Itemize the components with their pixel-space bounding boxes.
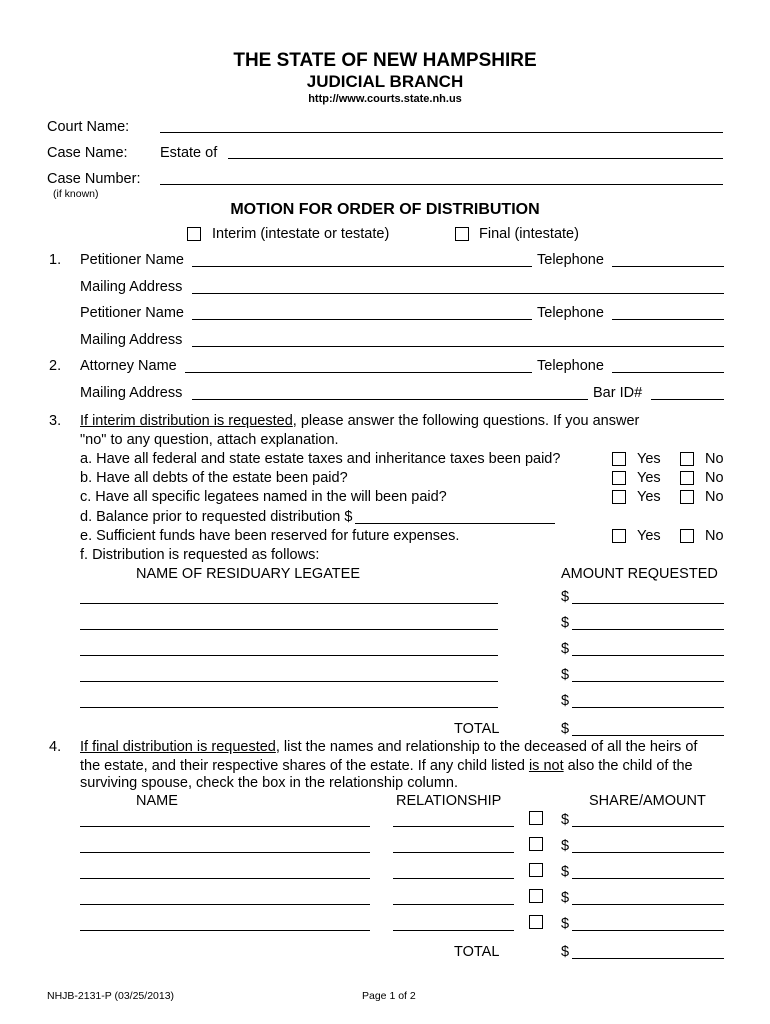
attorney-telephone-label: Telephone [537,358,604,374]
legatee-dollar-3: $ [561,641,570,657]
heir-relationship-field-1[interactable] [393,826,514,827]
question-e: e. Sufficient funds have been reserved for future expenses. [80,528,460,544]
question-e-no-checkbox[interactable] [680,529,694,543]
attorney-telephone-field[interactable] [612,372,724,373]
question-d: d. Balance prior to requested distribution $ [80,509,353,525]
question-a-yes-label: Yes [637,451,661,467]
petitioner-2-telephone-field[interactable] [612,319,724,320]
question-c-no-checkbox[interactable] [680,490,694,504]
legatee-name-field-4[interactable] [80,681,498,682]
petitioner-1-name-field[interactable] [192,266,532,267]
estate-of-label: Estate of [160,145,218,161]
share-column-header: SHARE/AMOUNT [589,793,706,809]
interim-label: Interim (intestate or testate) [212,226,390,242]
final-total-field[interactable] [572,958,724,959]
question-b-yes-label: Yes [637,470,661,486]
legatee-dollar-2: $ [561,615,570,631]
interim-total-dollar: $ [561,721,570,737]
section-4-line2-underlined: is not [528,758,564,774]
heir-dollar-5: $ [561,916,570,932]
attorney-mailing-field[interactable] [192,399,588,400]
question-a: a. Have all federal and state estate taxes and inheritance taxes been paid? [80,451,561,467]
petitioner-1-label: Petitioner Name [80,252,184,268]
heir-name-field-4[interactable] [80,904,370,905]
legatee-amount-field-4[interactable] [572,681,724,682]
court-url: http://www.courts.state.nh.us [308,93,462,105]
relationship-column-header: RELATIONSHIP [396,793,502,809]
question-a-yes-checkbox[interactable] [612,452,626,466]
legatee-dollar-4: $ [561,667,570,683]
question-c: c. Have all specific legatees named in the will been paid? [80,489,447,505]
question-e-no-label: No [705,528,724,544]
heir-name-field-3[interactable] [80,878,370,879]
petitioner-1-mailing-label: Mailing Address [80,279,183,295]
section-4-number: 4. [49,739,62,755]
heir-share-field-3[interactable] [572,878,724,879]
legatee-name-field-5[interactable] [80,707,498,708]
section-4-intro-rest: , list the names and relationship to the deceased of all the heirs of [275,739,698,755]
case-name-label: Case Name: [47,145,128,161]
heir-dollar-3: $ [561,864,570,880]
legatee-name-field-2[interactable] [80,629,498,630]
legatee-dollar-1: $ [561,589,570,605]
heir-child-checkbox-5[interactable] [529,915,543,929]
legatee-amount-field-5[interactable] [572,707,724,708]
section-3-intro-line2: "no" to any question, attach explanation. [80,432,339,448]
section-4-intro [80,739,697,756]
page-subtitle: JUDICIAL BRANCH [306,72,464,91]
page-number: Page 1 of 2 [362,990,416,1002]
interim-total-label: TOTAL [454,721,500,737]
petitioner-2-telephone-label: Telephone [537,305,604,321]
heir-name-column-header: NAME [136,793,178,809]
heir-name-field-1[interactable] [80,826,370,827]
section-4-line2-end: also the child of the [563,758,693,774]
interim-checkbox[interactable] [187,227,201,241]
question-b: b. Have all debts of the estate been paid? [80,470,348,486]
question-b-no-label: No [705,470,724,486]
heir-relationship-field-2[interactable] [393,852,514,853]
attorney-name-field[interactable] [185,372,532,373]
legatee-column-header: NAME OF RESIDUARY LEGATEE [136,566,360,582]
case-name-field[interactable] [228,158,723,159]
heir-child-checkbox-4[interactable] [529,889,543,903]
legatee-name-field-1[interactable] [80,603,498,604]
court-name-label: Court Name: [47,119,130,135]
heir-share-field-2[interactable] [572,852,724,853]
heir-child-checkbox-3[interactable] [529,863,543,877]
section-3-intro [80,413,639,430]
petitioner-2-label: Petitioner Name [80,305,184,321]
petitioner-1-mailing-field[interactable] [192,293,724,294]
question-e-yes-label: Yes [637,528,661,544]
bar-id-label: Bar ID# [593,385,643,401]
legatee-amount-field-2[interactable] [572,629,724,630]
section-4-intro-underlined: If final distribution is requested [80,739,276,755]
question-c-no-label: No [705,489,724,505]
motion-title: MOTION FOR ORDER OF DISTRIBUTION [230,201,540,218]
interim-total-field[interactable] [572,735,724,736]
heir-share-field-4[interactable] [572,904,724,905]
question-c-yes-checkbox[interactable] [612,490,626,504]
case-number-label: Case Number: [47,171,141,187]
final-label: Final (intestate) [479,226,579,242]
heir-share-field-1[interactable] [572,826,724,827]
balance-field[interactable] [355,523,555,524]
heir-dollar-1: $ [561,812,570,828]
amount-column-header: AMOUNT REQUESTED [561,566,718,582]
question-a-no-checkbox[interactable] [680,452,694,466]
legatee-amount-field-3[interactable] [572,655,724,656]
petitioner-2-name-field[interactable] [192,319,532,320]
section-4-line2-start: the estate, and their respective shares of the estate. If any child listed [80,758,529,774]
question-f: f. Distribution is requested as follows: [80,547,320,563]
question-b-yes-checkbox[interactable] [612,471,626,485]
heir-child-checkbox-1[interactable] [529,811,543,825]
court-name-field[interactable] [160,132,723,133]
section-2-number: 2. [49,358,62,374]
heir-dollar-2: $ [561,838,570,854]
section-3-intro-rest: , please answer the following questions. If you answer [292,413,640,429]
heir-dollar-4: $ [561,890,570,906]
section-3-number: 3. [49,413,62,429]
heir-name-field-5[interactable] [80,930,370,931]
legatee-amount-field-1[interactable] [572,603,724,604]
final-checkbox[interactable] [455,227,469,241]
question-a-no-label: No [705,451,724,467]
final-total-label: TOTAL [454,944,500,960]
question-b-no-checkbox[interactable] [680,471,694,485]
section-4-line3: surviving spouse, check the box in the relationship column. [80,775,459,791]
heir-name-field-2[interactable] [80,852,370,853]
attorney-mailing-label: Mailing Address [80,385,183,401]
attorney-name-label: Attorney Name [80,358,177,374]
section-1-number: 1. [49,252,62,268]
heir-relationship-field-3[interactable] [393,878,514,879]
petitioner-1-telephone-field[interactable] [612,266,724,267]
final-total-dollar: $ [561,944,570,960]
form-id: NHJB-2131-P (03/25/2013) [47,990,175,1002]
page-title: THE STATE OF NEW HAMPSHIRE [233,50,537,71]
heir-relationship-field-5[interactable] [393,930,514,931]
petitioner-2-mailing-field[interactable] [192,346,724,347]
heir-relationship-field-4[interactable] [393,904,514,905]
petitioner-2-mailing-label: Mailing Address [80,332,183,348]
if-known-note: (if known) [53,188,99,200]
question-e-yes-checkbox[interactable] [612,529,626,543]
legatee-name-field-3[interactable] [80,655,498,656]
heir-share-field-5[interactable] [572,930,724,931]
legatee-dollar-5: $ [561,693,570,709]
case-number-field[interactable] [160,184,723,185]
section-3-intro-underlined: If interim distribution is requested [80,413,293,429]
question-c-yes-label: Yes [637,489,661,505]
petitioner-1-telephone-label: Telephone [537,252,604,268]
section-4-line2 [80,758,693,775]
bar-id-field[interactable] [651,399,724,400]
heir-child-checkbox-2[interactable] [529,837,543,851]
